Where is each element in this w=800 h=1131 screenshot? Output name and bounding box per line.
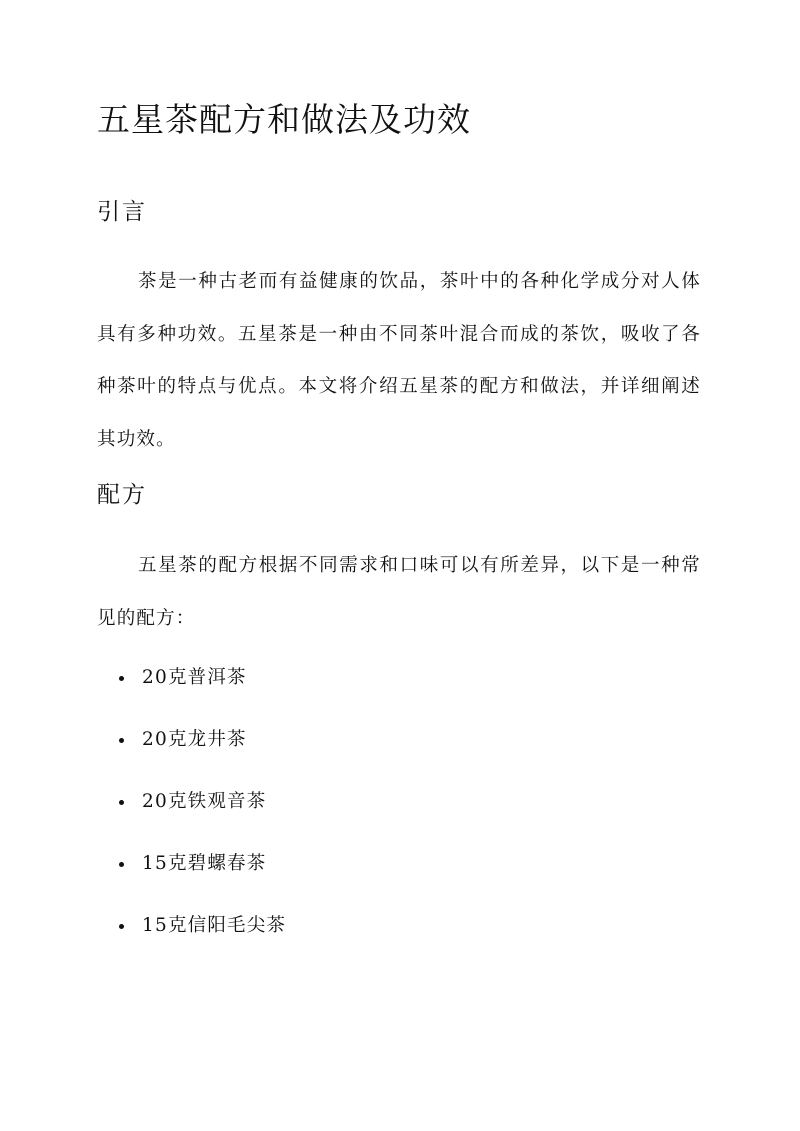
bullet-icon (119, 862, 124, 867)
section-heading-introduction: 引言 (97, 199, 147, 225)
list-item-text: 15克碧螺春茶 (142, 853, 267, 874)
bullet-icon (119, 924, 124, 929)
list-item-text: 15克信阳毛尖茶 (142, 915, 287, 936)
document-title: 五星茶配方和做法及功效 (97, 100, 471, 139)
list-item-text: 20克龙井茶 (142, 729, 247, 750)
bullet-icon (119, 800, 124, 805)
bullet-icon (119, 676, 124, 681)
bullet-icon (119, 738, 124, 743)
section-heading-recipe: 配方 (97, 482, 147, 508)
recipe-paragraph: 五星茶的配方根据不同需求和口味可以有所差异，以下是一种常见的配方： (97, 555, 701, 629)
list-item-text: 20克铁观音茶 (142, 791, 267, 812)
introduction-paragraph: 茶是一种古老而有益健康的饮品，茶叶中的各种化学成分对人体具有多种功效。五星茶是一种由不同茶叶混合而成的茶饮，吸收了各种茶叶的特点与优点。本文将介绍五星茶的配方和做法，并详细阐述其功效。 (97, 271, 701, 450)
list-item-text: 20克普洱茶 (142, 667, 247, 688)
